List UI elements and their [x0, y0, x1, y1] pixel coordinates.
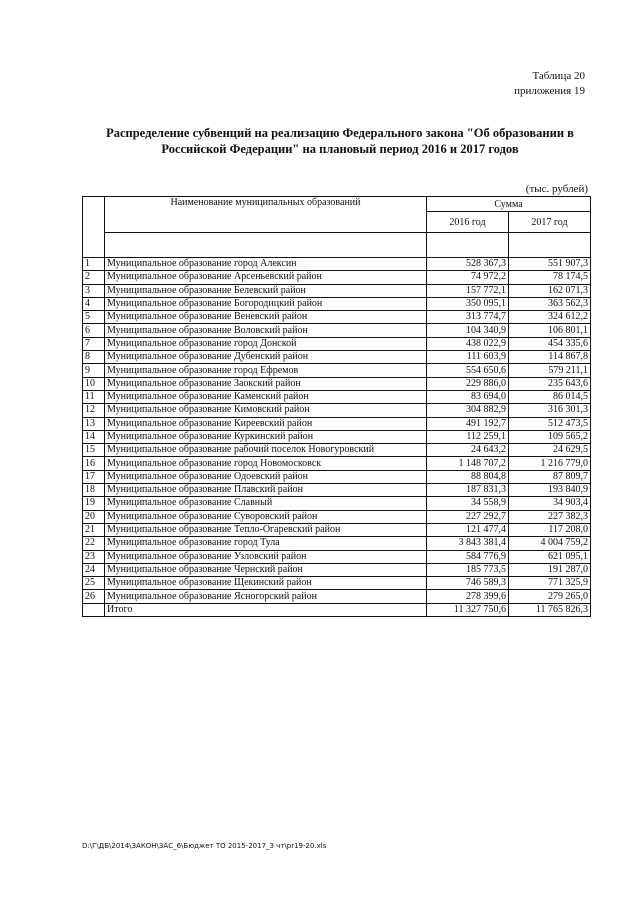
- amount-2017: 34 903,4: [509, 497, 591, 510]
- amount-2016: 491 192,7: [427, 417, 509, 430]
- amount-2016: 24 643,2: [427, 444, 509, 457]
- row-number: 23: [83, 550, 105, 563]
- row-number: 20: [83, 510, 105, 523]
- table-row: [83, 324, 591, 337]
- amount-2016: 1 148 707,2: [427, 457, 509, 470]
- row-number: 24: [83, 563, 105, 576]
- row-number: 19: [83, 497, 105, 510]
- title-line-2: Российской Федерации" на плановый период 2016 и 2017 годов: [161, 142, 519, 156]
- table-row: [83, 563, 591, 576]
- table-row: [83, 390, 591, 403]
- table-row: [83, 417, 591, 430]
- table-row: [83, 470, 591, 483]
- row-number: 25: [83, 577, 105, 590]
- municipality-name: Муниципальное образование Белевский район: [105, 284, 427, 297]
- header-spacer-2016: [427, 233, 509, 258]
- header-year-2017: 2017 год: [509, 212, 591, 233]
- row-number: 12: [83, 404, 105, 417]
- municipality-name: Муниципальное образование Заокский район: [105, 377, 427, 390]
- amount-2017: 454 335,6: [509, 337, 591, 350]
- municipality-name: Муниципальное образование Ясногорский район: [105, 590, 427, 603]
- table-row: [83, 484, 591, 497]
- amount-2016: 157 772,1: [427, 284, 509, 297]
- amount-2017: 621 095,1: [509, 550, 591, 563]
- table-row: [83, 271, 591, 284]
- amount-2016: 187 831,3: [427, 484, 509, 497]
- appendix-table-number: Таблица 20: [532, 70, 585, 82]
- amount-2017: 114 867,8: [509, 351, 591, 364]
- amount-2016: 229 886,0: [427, 377, 509, 390]
- amount-2017: 324 612,2: [509, 311, 591, 324]
- table-row: [83, 351, 591, 364]
- amount-2017: 24 629,5: [509, 444, 591, 457]
- municipality-name: Муниципальное образование Арсеньевский район: [105, 271, 427, 284]
- amount-2017: 87 809,7: [509, 470, 591, 483]
- appendix-reference: [505, 69, 585, 99]
- row-number: 3: [83, 284, 105, 297]
- amount-2016: 227 292,7: [427, 510, 509, 523]
- row-number: 11: [83, 390, 105, 403]
- subsidy-table: [82, 196, 591, 617]
- municipality-name: Муниципальное образование Плавский район: [105, 484, 427, 497]
- municipality-name: Муниципальное образование Куркинский район: [105, 430, 427, 443]
- amount-2017: 279 265,0: [509, 590, 591, 603]
- amount-2016: 11 327 750,6: [427, 603, 509, 616]
- amount-2016: 313 774,7: [427, 311, 509, 324]
- table-row: [83, 311, 591, 324]
- row-number: 21: [83, 523, 105, 536]
- amount-2017: 78 174,5: [509, 271, 591, 284]
- amount-2016: 121 477,4: [427, 523, 509, 536]
- amount-2016: 304 882,9: [427, 404, 509, 417]
- municipality-name: Муниципальное образование город Ефремов: [105, 364, 427, 377]
- row-number: 9: [83, 364, 105, 377]
- amount-2016: 104 340,9: [427, 324, 509, 337]
- amount-2016: 185 773,5: [427, 563, 509, 576]
- municipality-name: Муниципальное образование Узловский район: [105, 550, 427, 563]
- municipality-name: Муниципальное образование рабочий поселок Новогуровский: [105, 444, 427, 457]
- municipality-name: Муниципальное образование Щекинский район: [105, 577, 427, 590]
- row-number: 4: [83, 297, 105, 310]
- amount-2016: 3 843 381,4: [427, 537, 509, 550]
- municipality-name: Муниципальное образование Одоевский район: [105, 470, 427, 483]
- municipality-name: Муниципальное образование Дубенский район: [105, 351, 427, 364]
- table-row: [83, 550, 591, 563]
- row-number: [83, 603, 105, 616]
- units-label: (тыс. рублей): [525, 183, 588, 195]
- amount-2017: 109 565,2: [509, 430, 591, 443]
- header-name: Наименование муниципальных образований: [105, 197, 427, 233]
- table-row: [83, 523, 591, 536]
- title-line-1: Распределение субвенций на реализацию Федерального закона "Об образовании в: [106, 126, 574, 140]
- amount-2017: 193 840,9: [509, 484, 591, 497]
- amount-2016: 554 650,6: [427, 364, 509, 377]
- row-number: 14: [83, 430, 105, 443]
- amount-2016: 88 804,8: [427, 470, 509, 483]
- table-row: [83, 258, 591, 271]
- table-row: [83, 537, 591, 550]
- row-number: 1: [83, 258, 105, 271]
- amount-2017: 235 643,6: [509, 377, 591, 390]
- row-number: 10: [83, 377, 105, 390]
- amount-2017: 86 014,5: [509, 390, 591, 403]
- header-spacer-2017: [509, 233, 591, 258]
- amount-2017: 117 208,0: [509, 523, 591, 536]
- amount-2017: 4 004 759,2: [509, 537, 591, 550]
- amount-2017: 11 765 826,3: [509, 603, 591, 616]
- amount-2016: 746 589,3: [427, 577, 509, 590]
- municipality-name: Муниципальное образование Веневский район: [105, 311, 427, 324]
- table-row: [83, 297, 591, 310]
- header-sum: Сумма: [427, 197, 591, 212]
- row-number: 8: [83, 351, 105, 364]
- amount-2017: 771 325,9: [509, 577, 591, 590]
- appendix-number: приложения 19: [514, 85, 585, 97]
- municipality-name: Муниципальное образование город Новомосковск: [105, 457, 427, 470]
- amount-2017: 363 562,3: [509, 297, 591, 310]
- table-row: [83, 497, 591, 510]
- table-body: [83, 258, 591, 617]
- amount-2016: 584 776,9: [427, 550, 509, 563]
- table-row: [83, 284, 591, 297]
- table-row: [83, 337, 591, 350]
- amount-2016: 83 694,0: [427, 390, 509, 403]
- amount-2016: 34 558,9: [427, 497, 509, 510]
- municipality-name: Муниципальное образование Киреевский район: [105, 417, 427, 430]
- header-spacer-name: [105, 233, 427, 258]
- table-row: [83, 590, 591, 603]
- municipality-name: Муниципальное образование город Алексин: [105, 258, 427, 271]
- municipality-name: Муниципальное образование Суворовский район: [105, 510, 427, 523]
- header-number-cell: [83, 197, 105, 258]
- municipality-name: Муниципальное образование Тепло-Огаревский район: [105, 523, 427, 536]
- row-number: 17: [83, 470, 105, 483]
- municipality-name: Муниципальное образование Воловский район: [105, 324, 427, 337]
- municipality-name: Муниципальное образование Славный: [105, 497, 427, 510]
- table-row: [83, 364, 591, 377]
- municipality-name: Муниципальное образование Богородицкий район: [105, 297, 427, 310]
- row-number: 7: [83, 337, 105, 350]
- total-row: [83, 603, 591, 616]
- header-year-2016: 2016 год: [427, 212, 509, 233]
- amount-2017: 579 211,1: [509, 364, 591, 377]
- table-row: [83, 577, 591, 590]
- amount-2017: 551 907,3: [509, 258, 591, 271]
- municipality-name: Муниципальное образование город Тула: [105, 537, 427, 550]
- row-number: 16: [83, 457, 105, 470]
- row-number: 18: [83, 484, 105, 497]
- row-number: 22: [83, 537, 105, 550]
- document-title: [90, 125, 590, 157]
- row-number: 6: [83, 324, 105, 337]
- file-path-footer: D:\Г\ДБ\2014\ЗАКОН\ЗАС_6\Бюджет ТО 2015-2017_3 чт\pr19-20.xls: [82, 842, 327, 850]
- amount-2017: 512 473,5: [509, 417, 591, 430]
- table-row: [83, 510, 591, 523]
- municipality-name: Итого: [105, 603, 427, 616]
- table-row: [83, 430, 591, 443]
- amount-2017: 106 801,1: [509, 324, 591, 337]
- amount-2017: 191 287,0: [509, 563, 591, 576]
- amount-2016: 438 022,9: [427, 337, 509, 350]
- table-row: [83, 444, 591, 457]
- table-row: [83, 457, 591, 470]
- amount-2016: 528 367,3: [427, 258, 509, 271]
- amount-2016: 350 095,1: [427, 297, 509, 310]
- row-number: 5: [83, 311, 105, 324]
- municipality-name: Муниципальное образование Кимовский район: [105, 404, 427, 417]
- amount-2017: 227 382,3: [509, 510, 591, 523]
- amount-2016: 278 399,6: [427, 590, 509, 603]
- municipality-name: Муниципальное образование Каменский район: [105, 390, 427, 403]
- table-row: [83, 377, 591, 390]
- municipality-name: Муниципальное образование Чернский район: [105, 563, 427, 576]
- table-row: [83, 404, 591, 417]
- municipality-name: Муниципальное образование город Донской: [105, 337, 427, 350]
- row-number: 26: [83, 590, 105, 603]
- amount-2017: 1 216 779,0: [509, 457, 591, 470]
- amount-2016: 111 603,9: [427, 351, 509, 364]
- amount-2016: 112 259,1: [427, 430, 509, 443]
- amount-2017: 316 301,3: [509, 404, 591, 417]
- amount-2017: 162 071,3: [509, 284, 591, 297]
- amount-2016: 74 972,2: [427, 271, 509, 284]
- row-number: 13: [83, 417, 105, 430]
- row-number: 15: [83, 444, 105, 457]
- row-number: 2: [83, 271, 105, 284]
